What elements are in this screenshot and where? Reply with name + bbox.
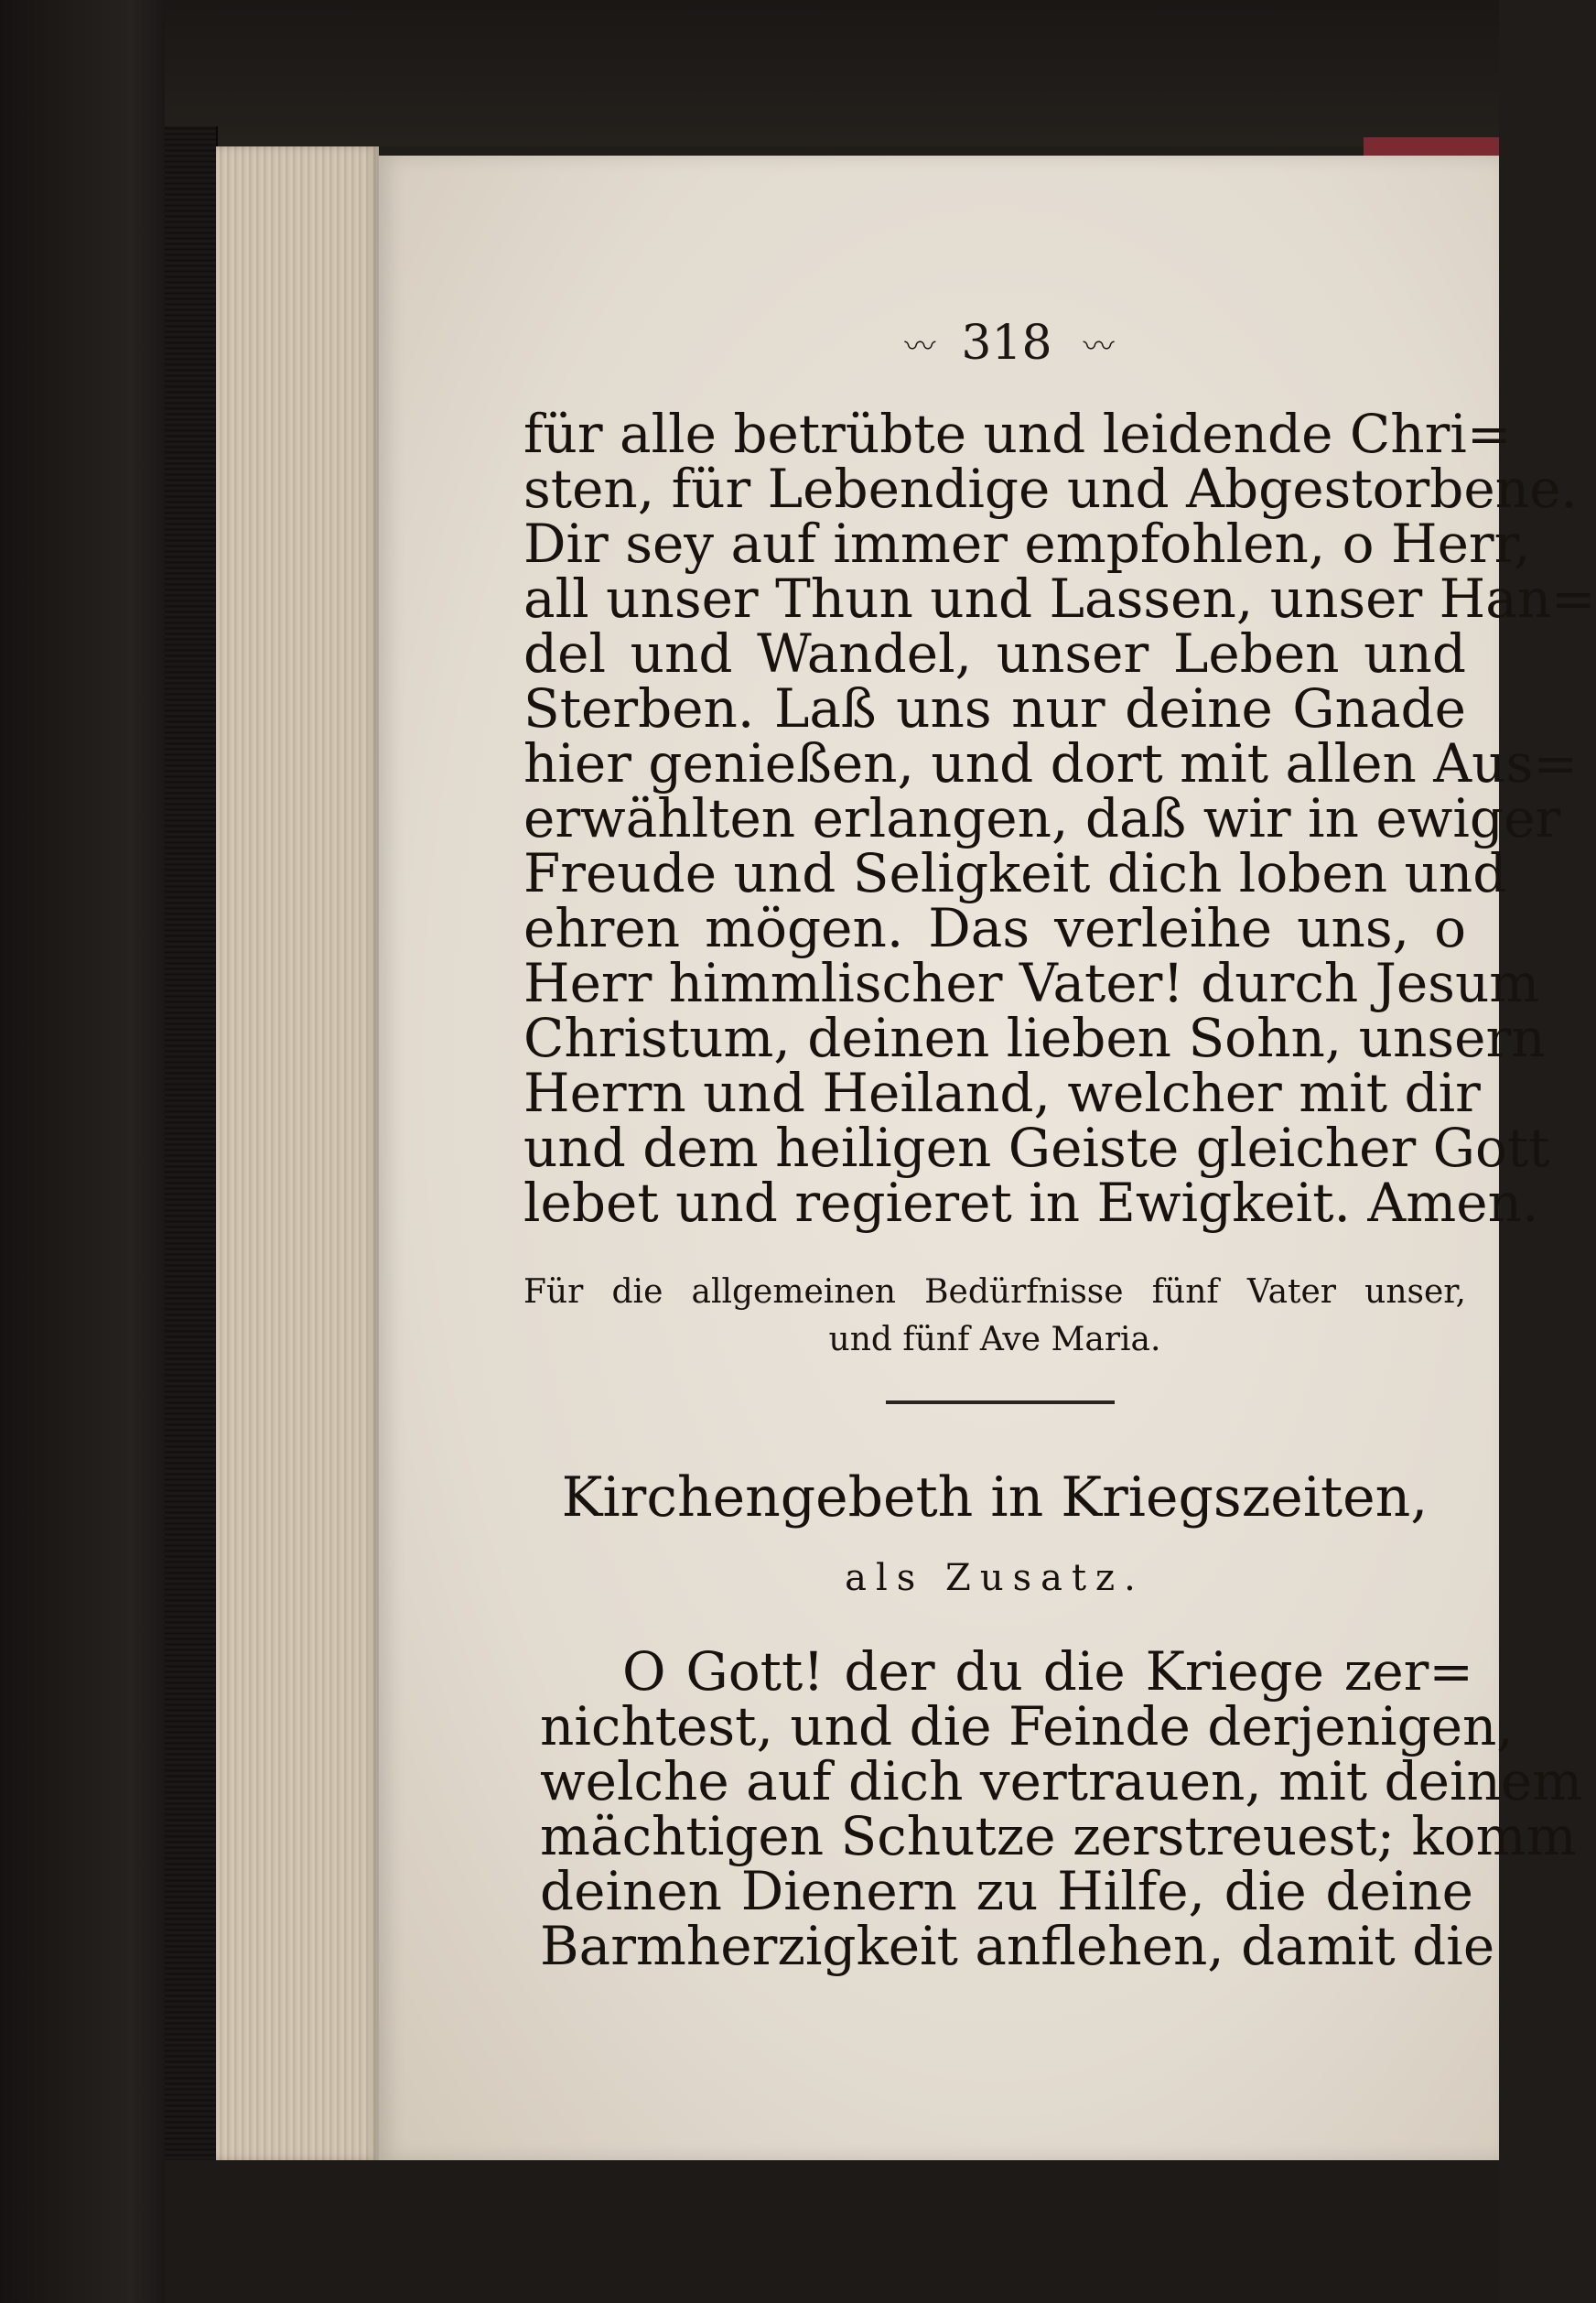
text-line: hier genießen, und dort mit allen Aus= xyxy=(523,732,1578,795)
text-line: Sterben. Laß uns nur deine Gnade xyxy=(523,677,1466,740)
header-ornament-left: 〰 xyxy=(904,328,931,365)
text-line: Barmherzigkeit anflehen, damit die xyxy=(540,1915,1495,1977)
text-line: all unser Thun und Lassen, unser Han= xyxy=(523,568,1596,630)
page-number: 318 xyxy=(961,316,1052,371)
text-line: O Gott! der du die Kriege zer= xyxy=(622,1640,1473,1703)
prayer-paragraph xyxy=(523,403,1596,1234)
text-line: lebet und regieret in Ewigkeit. Amen. xyxy=(523,1172,1539,1234)
section-paragraph xyxy=(540,1640,1583,1977)
text-line: nichtest, und die Feinde derjenigen, xyxy=(540,1695,1514,1757)
text-line: ehren mögen. Das verleihe uns, o xyxy=(523,897,1466,959)
text-line: del und Wandel, unser Leben und xyxy=(523,622,1466,685)
header-ornament-right: 〰 xyxy=(1083,328,1109,365)
dark-background-bottom xyxy=(165,2160,1499,2303)
section-subtitle: als Zusatz. xyxy=(845,1557,1145,1599)
text-line: für alle betrübte und leidende Chri= xyxy=(523,403,1512,465)
text-line: Dir sey auf immer empfohlen, o Herr, xyxy=(523,513,1531,575)
note-line-1: Für die allgemeinen Bedürfnisse fünf Vater unser, xyxy=(523,1273,1466,1311)
page-header xyxy=(824,316,1190,371)
text-line: mächtigen Schutze zerstreuest; komm xyxy=(540,1805,1577,1867)
section-title: Kirchengebeth in Kriegszeiten, xyxy=(561,1465,1429,1530)
dark-background-top xyxy=(165,0,1499,146)
section-divider xyxy=(886,1400,1115,1404)
text-line: sten, für Lebendige und Abgestorbene. xyxy=(523,458,1578,520)
instruction-note xyxy=(523,1269,1466,1364)
text-line: welche auf dich vertrauen, mit deinem xyxy=(540,1750,1583,1812)
text-line: erwählten erlangen, daß wir in ewiger xyxy=(523,787,1561,849)
book-cover-spine xyxy=(165,126,218,2177)
page-edges xyxy=(216,146,379,2160)
note-line-2: und fünf Ave Maria. xyxy=(828,1321,1161,1358)
text-line: Christum, deinen lieben Sohn, unsern xyxy=(523,1007,1546,1069)
dark-background-left xyxy=(0,0,165,2303)
text-line: deinen Dienern zu Hilfe, die deine xyxy=(540,1860,1473,1922)
text-line: Herrn und Heiland, welcher mit dir xyxy=(523,1062,1481,1124)
text-line: und dem heiligen Geiste gleicher Gott xyxy=(523,1117,1550,1179)
text-line: Herr himmlischer Vater! durch Jesum xyxy=(523,952,1540,1014)
text-line: Freude und Seligkeit dich loben und xyxy=(523,842,1507,904)
